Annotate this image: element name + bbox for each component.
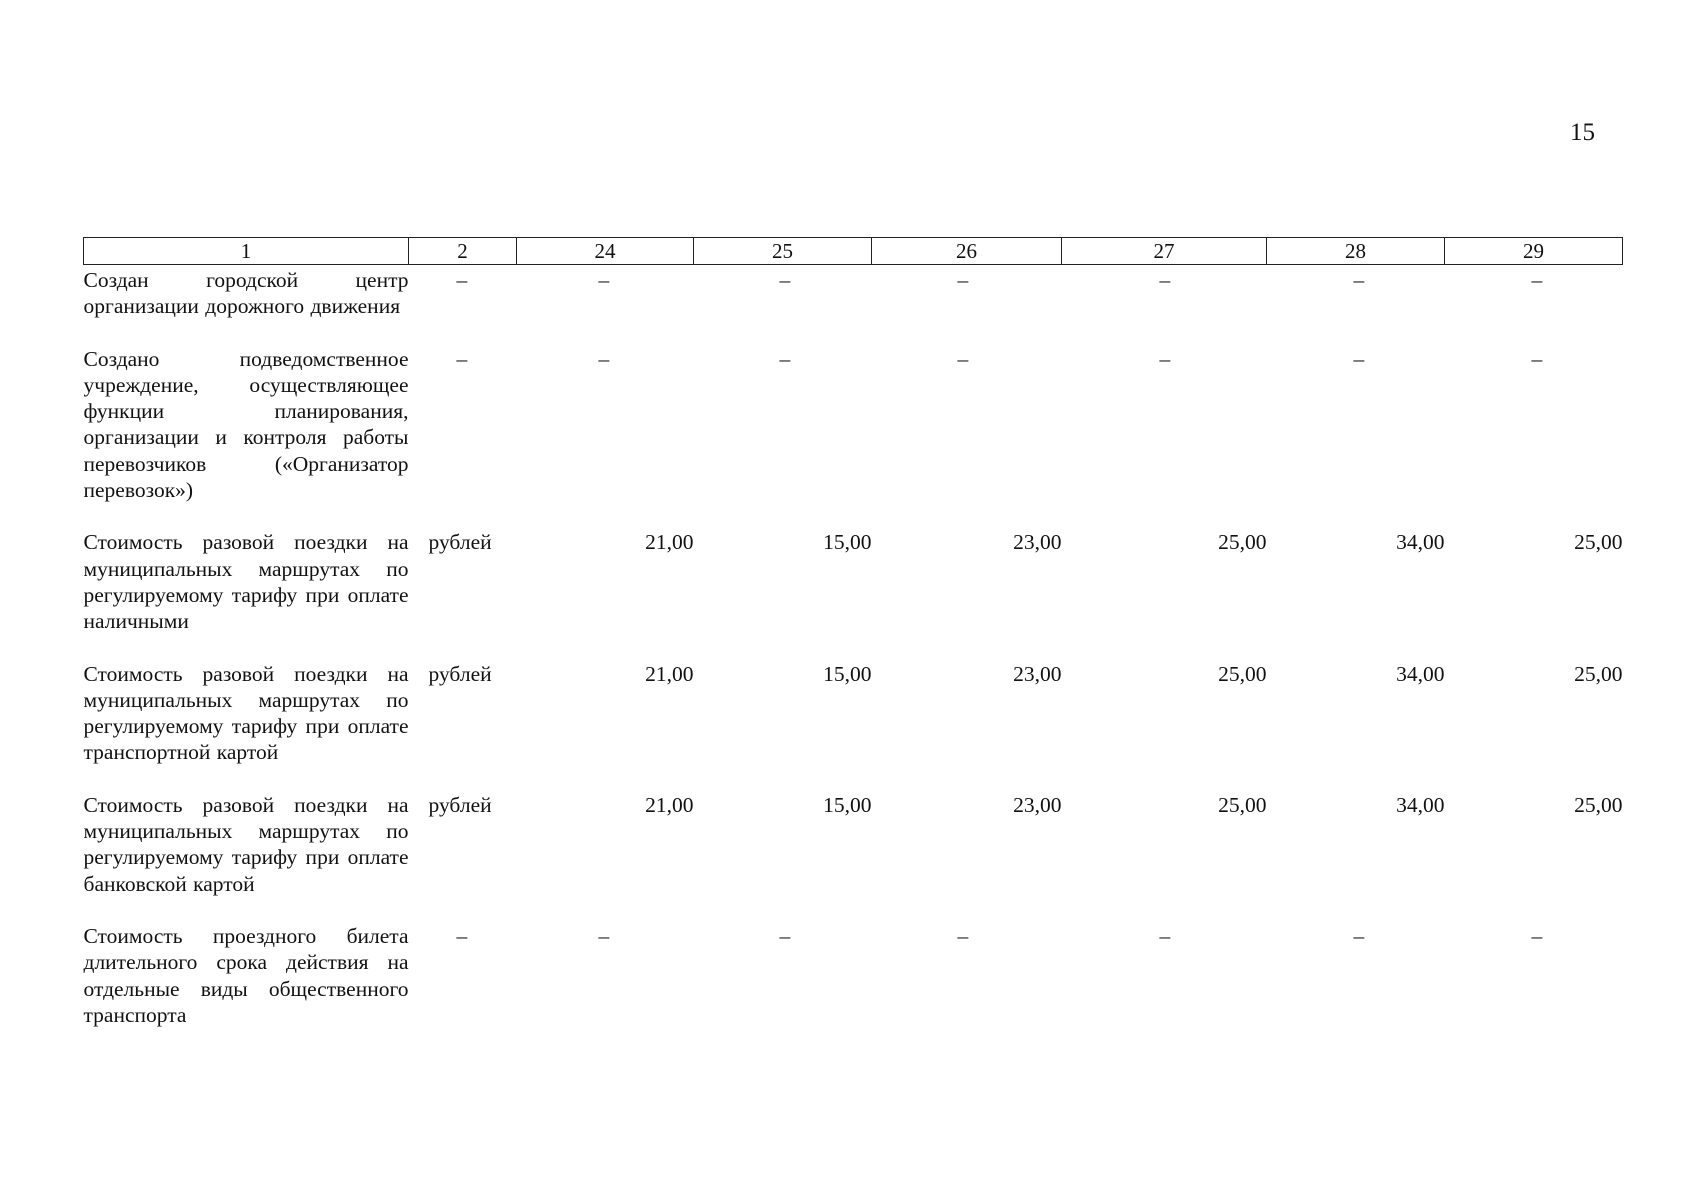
value-cell: 34,00 xyxy=(1396,530,1445,555)
value-cell: – xyxy=(1159,346,1171,371)
value-cell: 15,00 xyxy=(823,792,872,817)
value-cell: – xyxy=(779,346,791,371)
value-cell: 34,00 xyxy=(1396,661,1445,686)
unit-cell: – xyxy=(456,346,468,371)
unit-cell: рублей xyxy=(428,530,492,555)
table-row xyxy=(84,661,1623,792)
value-cell: – xyxy=(1531,268,1543,292)
table-body xyxy=(84,265,1623,1055)
value-cell: 25,00 xyxy=(1218,530,1267,555)
value-cell: 21,00 xyxy=(645,792,694,817)
header-cell-col-24: 24 xyxy=(517,238,694,265)
value-cell: – xyxy=(957,268,969,292)
value-cell: – xyxy=(1353,268,1365,292)
table-row xyxy=(84,529,1623,660)
header-row xyxy=(84,238,1623,265)
table-row xyxy=(84,346,1623,530)
value-cell: 21,00 xyxy=(645,530,694,555)
value-cell: – xyxy=(957,923,969,948)
value-cell: 23,00 xyxy=(1013,530,1062,555)
unit-cell: рублей xyxy=(428,661,492,686)
value-cell: 15,00 xyxy=(823,530,872,555)
indicator-name: Стоимость проездного билета длительного срока действия на отдельные виды общественного транспорта xyxy=(83,923,409,1027)
indicator-name: Стоимость разовой поездки на муниципальных маршрутах по регулируемому тарифу при оплате банковской картой xyxy=(83,792,409,896)
indicator-name: Стоимость разовой поездки на муниципальных маршрутах по регулируемому тарифу при оплате транспортной картой xyxy=(83,661,409,765)
value-cell: 25,00 xyxy=(1574,792,1623,817)
header-cell-col-1: 1 xyxy=(84,238,409,265)
header-cell-col-26: 26 xyxy=(872,238,1062,265)
value-cell: – xyxy=(598,923,610,948)
header-cell-col-29: 29 xyxy=(1445,238,1623,265)
indicator-name: Создан городской центр организации дорожного движения xyxy=(83,268,409,319)
value-cell: 34,00 xyxy=(1396,792,1445,817)
value-cell: 25,00 xyxy=(1218,792,1267,817)
header-cell-col-25: 25 xyxy=(694,238,872,265)
value-cell: – xyxy=(779,268,791,292)
value-cell: 21,00 xyxy=(645,661,694,686)
value-cell: 25,00 xyxy=(1218,661,1267,686)
value-cell: – xyxy=(957,346,969,371)
header-cell-col-28: 28 xyxy=(1267,238,1445,265)
value-cell: – xyxy=(1353,923,1365,948)
unit-cell: рублей xyxy=(428,792,492,817)
unit-cell: – xyxy=(456,268,468,292)
value-cell: – xyxy=(1353,346,1365,371)
value-cell: 23,00 xyxy=(1013,792,1062,817)
value-cell: – xyxy=(1531,923,1543,948)
unit-cell: – xyxy=(456,923,468,948)
table-row xyxy=(84,792,1623,923)
value-cell: 25,00 xyxy=(1574,661,1623,686)
value-cell: – xyxy=(1159,923,1171,948)
table-header xyxy=(84,238,1623,265)
table-row xyxy=(84,923,1623,1054)
value-cell: 23,00 xyxy=(1013,661,1062,686)
value-cell: – xyxy=(779,923,791,948)
indicators-table xyxy=(83,237,1623,1054)
indicator-name: Создано подведомственное учреждение, осуществляющее функции планирования, организации и контроля работы перевозчиков («Организатор перевозок») xyxy=(83,346,409,503)
value-cell: – xyxy=(1159,268,1171,292)
indicator-name: Стоимость разовой поездки на муниципальных маршрутах по регулируемому тарифу при оплате наличными xyxy=(83,530,409,634)
value-cell: – xyxy=(598,346,610,371)
header-cell-col-27: 27 xyxy=(1062,238,1267,265)
page-number: 15 xyxy=(1570,119,1595,146)
value-cell: 25,00 xyxy=(1574,530,1623,555)
header-cell-col-2: 2 xyxy=(409,238,517,265)
value-cell: 15,00 xyxy=(823,661,872,686)
table-row xyxy=(84,265,1623,346)
value-cell: – xyxy=(598,268,610,292)
value-cell: – xyxy=(1531,346,1543,371)
